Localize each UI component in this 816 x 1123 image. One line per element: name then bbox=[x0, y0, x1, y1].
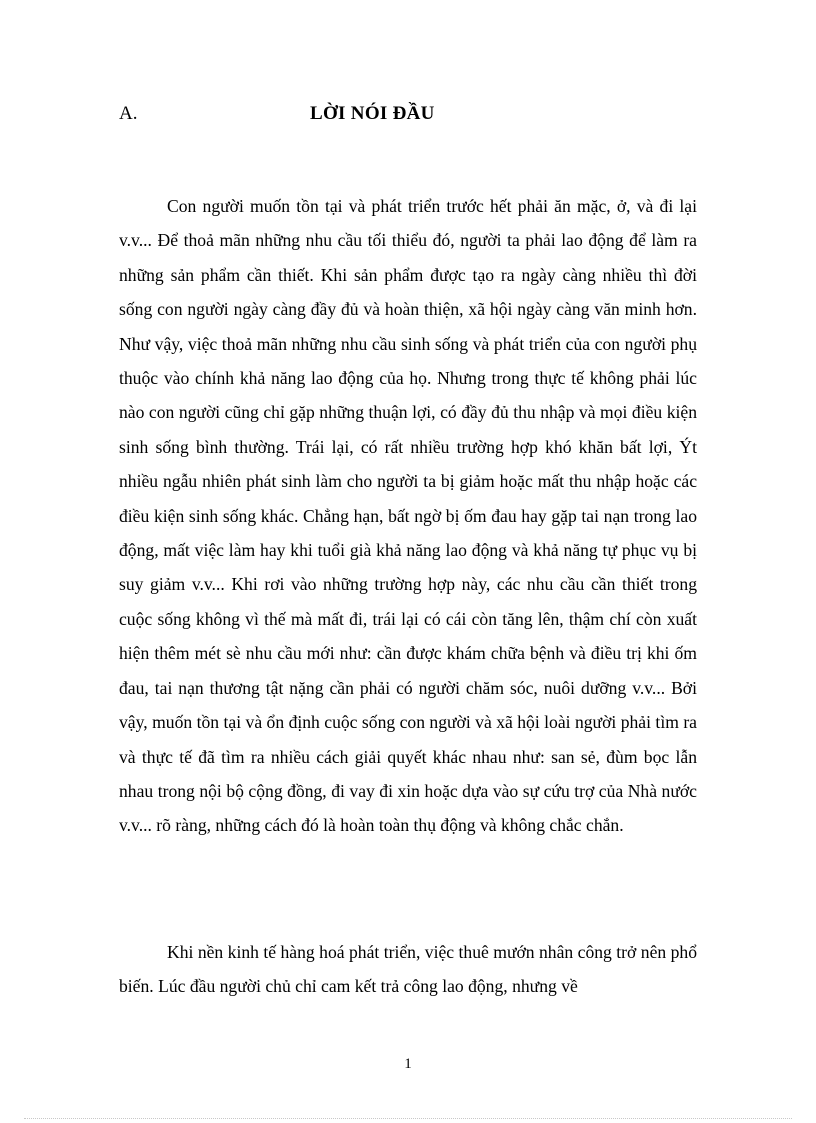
section-letter: A. bbox=[119, 103, 138, 124]
page-number: 1 bbox=[404, 1056, 412, 1072]
body-paragraph-2: Khi nền kinh tế hàng hoá phát triển, việc thuê mướn nhân công trở nên phổ biến. Lúc đầu người chủ chỉ cam kết trả công lao động, nhưng về bbox=[119, 942, 697, 997]
page-bottom-border bbox=[24, 1118, 792, 1119]
section-title: LỜI NÓI ĐẦU bbox=[310, 103, 435, 124]
body-paragraph-1: Con người muốn tồn tại và phát triển trước hết phải ăn mặc, ở, và đi lại v.v... Để thoả mãn những nhu cầu tối thiểu đó, người ta phải lao động để làm ra những sản phẩm cần thiết. Khi sản phẩm được tạo ra ngày càng nhiều thì đời sống con người ngày càng đầy đủ và hoàn thiện, xã hội ngày càng văn minh hơn. Như vậy, việc thoả mãn những nhu cầu sinh sống và phát triển của con người phụ thuộc vào chính khả năng lao động của họ. Nhưng trong thực tế không phải lúc nào con người cũng chỉ gặp những thuận lợi, có đầy đủ thu nhập và mọi điều kiện sinh sống bình thường. Trái lại, có rất nhiều trường hợp khó khăn bất lợi, Ýt nhiều ngẫu nhiên phát sinh làm cho người ta bị giảm hoặc mất thu nhập hoặc các điều kiện sinh sống khác. Chẳng hạn, bất ngờ bị ốm đau hay gặp tai nạn trong lao động, mất việc làm hay khi tuổi già khả năng lao động và khả năng tự phục vụ bị suy giảm v.v... Khi rơi vào những trường hợp này, các nhu cầu cần thiết trong cuộc sống không vì thế mà mất đi, trái lại có cái còn tăng lên, thậm chí còn xuất hiện thêm mét sè nhu cầu mới như: cần được khám chữa bệnh và điều trị khi ốm đau, tai nạn thương tật nặng cần phải có người chăm sóc, nuôi dưỡng v.v... Bởi vậy, muốn tồn tại và ổn định cuộc sống con người và xã hội loài người phải tìm ra và thực tế đã tìm ra nhiều cách giải quyết khác nhau như: san sẻ, đùm bọc lẫn nhau trong nội bộ cộng đồng, đi vay đi xin hoặc dựa vào sự cứu trợ của Nhà nước v.v... rõ ràng, những cách đó là hoàn toàn thụ động và không chắc chắn. bbox=[119, 196, 697, 836]
section-heading bbox=[0, 103, 816, 133]
